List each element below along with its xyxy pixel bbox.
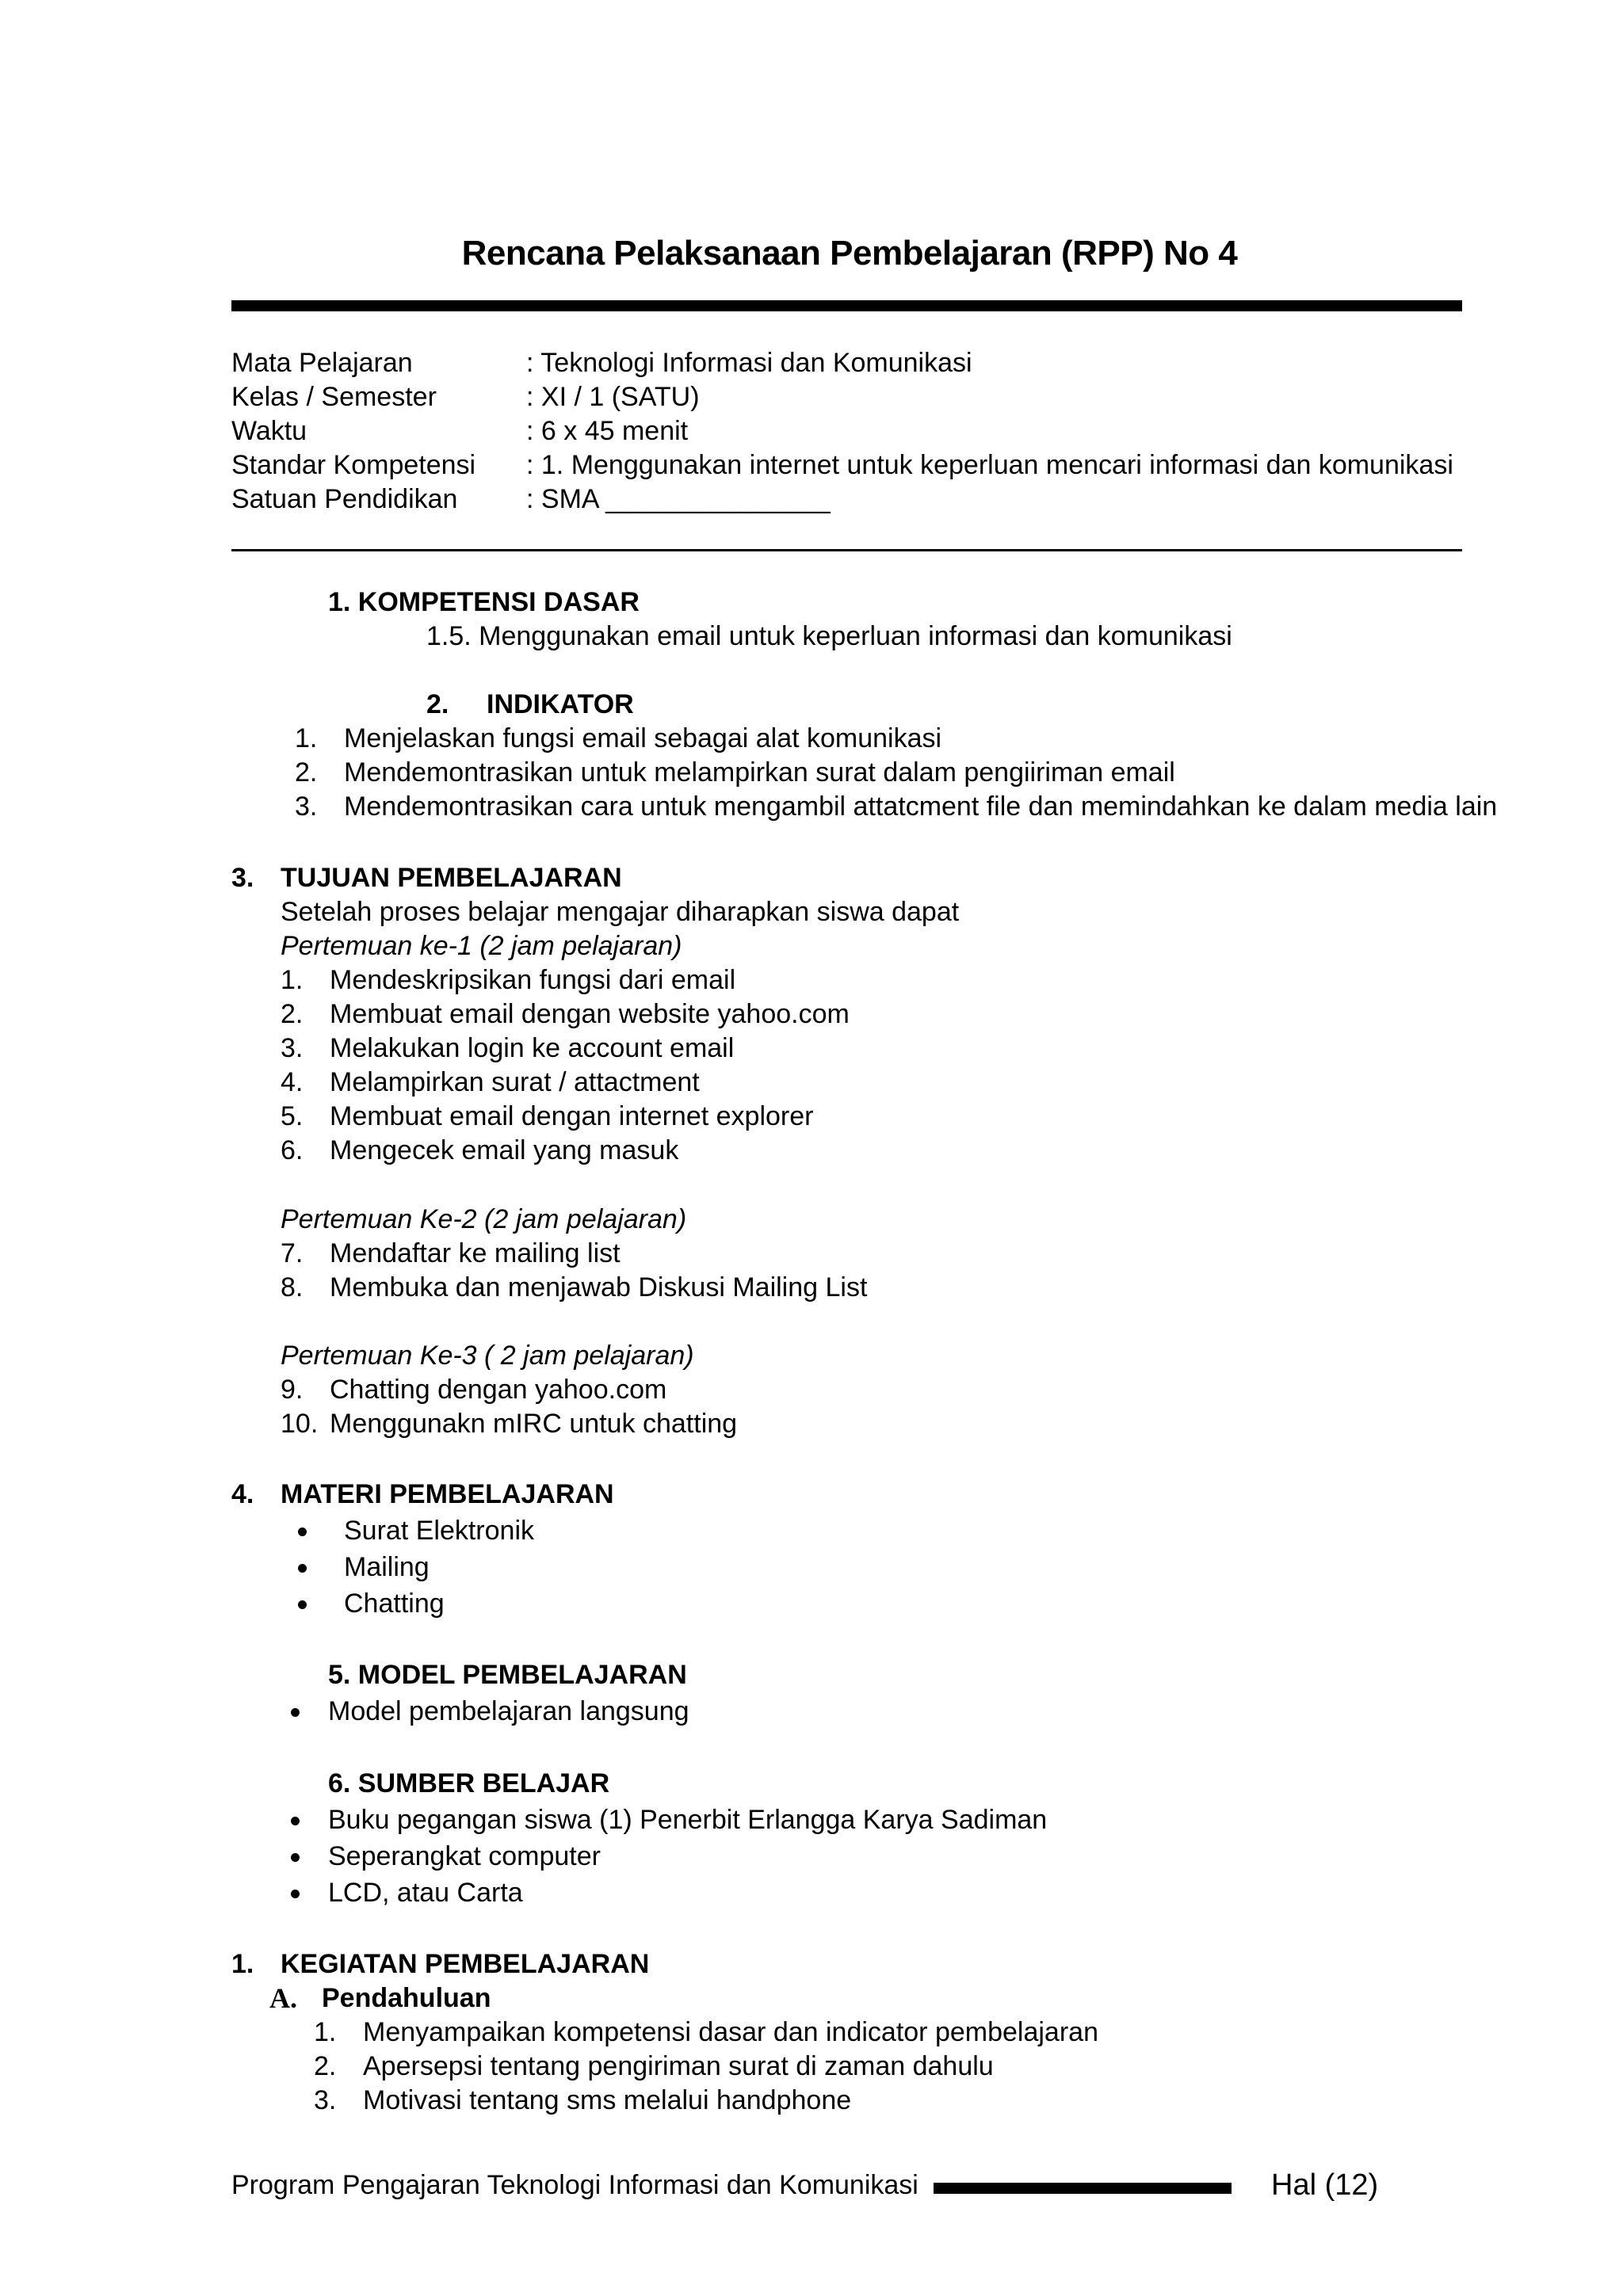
- meta-key: Waktu: [231, 416, 307, 446]
- list-text: Mendaftar ke mailing list: [330, 1238, 621, 1268]
- list-text: Melakukan login ke account email: [330, 1033, 735, 1063]
- list-item: [281, 1373, 1073, 1407]
- section-heading-kompetensi: 1. KOMPETENSI DASAR: [328, 587, 640, 617]
- pertemuan-3-list: [281, 1373, 1073, 1441]
- pertemuan-1-list: [281, 963, 1073, 1168]
- list-item: [295, 722, 1484, 756]
- list-text: Menggunakn mIRC untuk chatting: [330, 1409, 738, 1439]
- list-item: [314, 2050, 1265, 2084]
- list-number: 10.: [281, 1409, 319, 1439]
- bullet-icon: [291, 1853, 300, 1862]
- list-text: Model pembelajaran langsung: [328, 1696, 689, 1726]
- pertemuan-1-heading: Pertemuan ke-1 (2 jam pelajaran): [281, 931, 682, 961]
- list-text: Mendemontrasikan untuk melampirkan surat dalam pengiiriman email: [344, 757, 1175, 788]
- page-number: Hal (12): [1271, 2168, 1379, 2202]
- list-item: [281, 963, 1073, 997]
- list-text: Mendeskripsikan fungsi dari email: [330, 965, 736, 995]
- section-heading-model: 5. MODEL PEMBELAJARAN: [328, 1660, 687, 1690]
- model-list: [281, 1695, 1073, 1731]
- list-text: LCD, atau Carta: [328, 1878, 523, 1908]
- section-number-kegiatan: 1.: [231, 1949, 254, 1979]
- list-text: Seperangkat computer: [328, 1841, 601, 1871]
- list-number: 1.: [281, 965, 304, 995]
- section-heading-tujuan: TUJUAN PEMBELAJARAN: [281, 863, 622, 893]
- list-item: [281, 1032, 1073, 1066]
- list-item: [295, 1587, 1087, 1623]
- title-divider: [231, 300, 1462, 311]
- list-item: [281, 1100, 1073, 1134]
- list-text: Motivasi tentang sms melalui handphone: [363, 2085, 852, 2115]
- meta-key: Mata Pelajaran: [231, 348, 413, 378]
- list-item: [314, 2084, 1265, 2118]
- list-number: 9.: [281, 1375, 304, 1405]
- list-number: 3.: [295, 791, 318, 822]
- list-number: 2.: [281, 999, 304, 1029]
- list-item: [281, 1876, 1152, 1913]
- list-text: Menjelaskan fungsi email sebagai alat komunikasi: [344, 723, 942, 753]
- list-number: 1.: [295, 723, 318, 753]
- list-number: 5.: [281, 1101, 304, 1131]
- list-number: 8.: [281, 1272, 304, 1302]
- bullet-icon: [291, 1708, 300, 1717]
- list-number: 6.: [281, 1135, 304, 1165]
- pertemuan-3-heading: Pertemuan Ke-3 ( 2 jam pelajaran): [281, 1341, 694, 1371]
- list-item: [295, 1550, 1087, 1587]
- list-text: Mengecek email yang masuk: [330, 1135, 679, 1165]
- list-item: [295, 1514, 1087, 1550]
- list-item: [295, 756, 1484, 790]
- list-item: [281, 1271, 1073, 1305]
- section-heading-kegiatan: KEGIATAN PEMBELAJARAN: [281, 1949, 650, 1979]
- list-text: Apersepsi tentang pengiriman surat di zaman dahulu: [363, 2051, 994, 2081]
- page-title: Rencana Pelaksanaan Pembelajaran (RPP) No 4: [461, 234, 1238, 273]
- meta-key: Kelas / Semester: [231, 382, 437, 412]
- meta-divider: [231, 549, 1462, 551]
- list-item: [281, 1695, 1073, 1731]
- list-number: 2.: [314, 2051, 337, 2081]
- section-number-tujuan: 3.: [231, 863, 254, 893]
- indikator-list: [295, 722, 1498, 824]
- list-text: Mendemontrasikan cara untuk mengambil attatcment file dan memindahkan ke dalam media lain: [344, 791, 1498, 822]
- kompetensi-item: 1.5. Menggunakan email untuk keperluan informasi dan komunikasi: [426, 621, 1232, 651]
- bullet-icon: [298, 1564, 307, 1573]
- list-text: Chatting dengan yahoo.com: [330, 1375, 667, 1405]
- list-item: [295, 790, 1498, 824]
- section-heading-sumber: 6. SUMBER BELAJAR: [328, 1768, 610, 1798]
- list-number: 7.: [281, 1238, 304, 1268]
- list-text: Membuat email dengan internet explorer: [330, 1101, 814, 1131]
- list-text: Buku pegangan siswa (1) Penerbit Erlangga Karya Sadiman: [328, 1805, 1048, 1835]
- bullet-icon: [291, 1890, 300, 1898]
- list-number: 3.: [281, 1033, 304, 1063]
- pertemuan-2-heading: Pertemuan Ke-2 (2 jam pelajaran): [281, 1204, 687, 1234]
- footer-divider: [934, 2183, 1232, 2194]
- list-text: Membuat email dengan website yahoo.com: [330, 999, 850, 1029]
- list-item: [281, 1066, 1073, 1100]
- meta-key: Standar Kompetensi: [231, 450, 476, 480]
- list-text: Mailing: [344, 1552, 430, 1582]
- pendahuluan-list: [314, 2016, 1265, 2118]
- bullet-icon: [298, 1600, 307, 1609]
- meta-key: Satuan Pendidikan: [231, 484, 458, 514]
- meta-value: : 1. Menggunakan internet untuk keperluan mencari informasi dan komunikasi: [526, 450, 1453, 480]
- list-item: [281, 1803, 1152, 1840]
- list-text: Melampirkan surat / attactment: [330, 1067, 700, 1097]
- bullet-icon: [298, 1527, 307, 1536]
- section-number-indikator: 2.: [426, 689, 449, 719]
- list-text: Membuka dan menjawab Diskusi Mailing List: [330, 1272, 868, 1302]
- list-number: 3.: [314, 2085, 337, 2115]
- pertemuan-2-list: [281, 1237, 1073, 1305]
- subsection-heading-pendahuluan: Pendahuluan: [322, 1983, 491, 2013]
- materi-list: [295, 1514, 1087, 1623]
- meta-value: : Teknologi Informasi dan Komunikasi: [526, 348, 972, 378]
- list-item: [281, 1134, 1073, 1168]
- list-item: [281, 1407, 1073, 1441]
- list-item: [314, 2016, 1265, 2050]
- footer-text: Program Pengajaran Teknologi Informasi dan Komunikasi: [231, 2170, 918, 2200]
- list-item: [281, 1237, 1073, 1271]
- meta-value: : XI / 1 (SATU): [526, 382, 700, 412]
- subsection-letter: A.: [269, 1982, 297, 2014]
- list-text: Surat Elektronik: [344, 1516, 534, 1546]
- meta-value: : 6 x 45 menit: [526, 416, 689, 446]
- tujuan-intro: Setelah proses belajar mengajar diharapkan siswa dapat: [281, 897, 960, 927]
- list-item: [281, 1840, 1152, 1876]
- sumber-list: [281, 1803, 1152, 1913]
- list-item: [281, 997, 1073, 1032]
- list-number: 1.: [314, 2017, 337, 2047]
- section-number-materi: 4.: [231, 1479, 254, 1509]
- section-heading-indikator: INDIKATOR: [487, 689, 634, 719]
- bullet-icon: [291, 1817, 300, 1825]
- section-heading-materi: MATERI PEMBELAJARAN: [281, 1479, 614, 1509]
- list-text: Menyampaikan kompetensi dasar dan indicator pembelajaran: [363, 2017, 1098, 2047]
- list-text: Chatting: [344, 1589, 445, 1619]
- list-number: 2.: [295, 757, 318, 788]
- meta-value: : SMA _______________: [526, 484, 831, 514]
- list-number: 4.: [281, 1067, 304, 1097]
